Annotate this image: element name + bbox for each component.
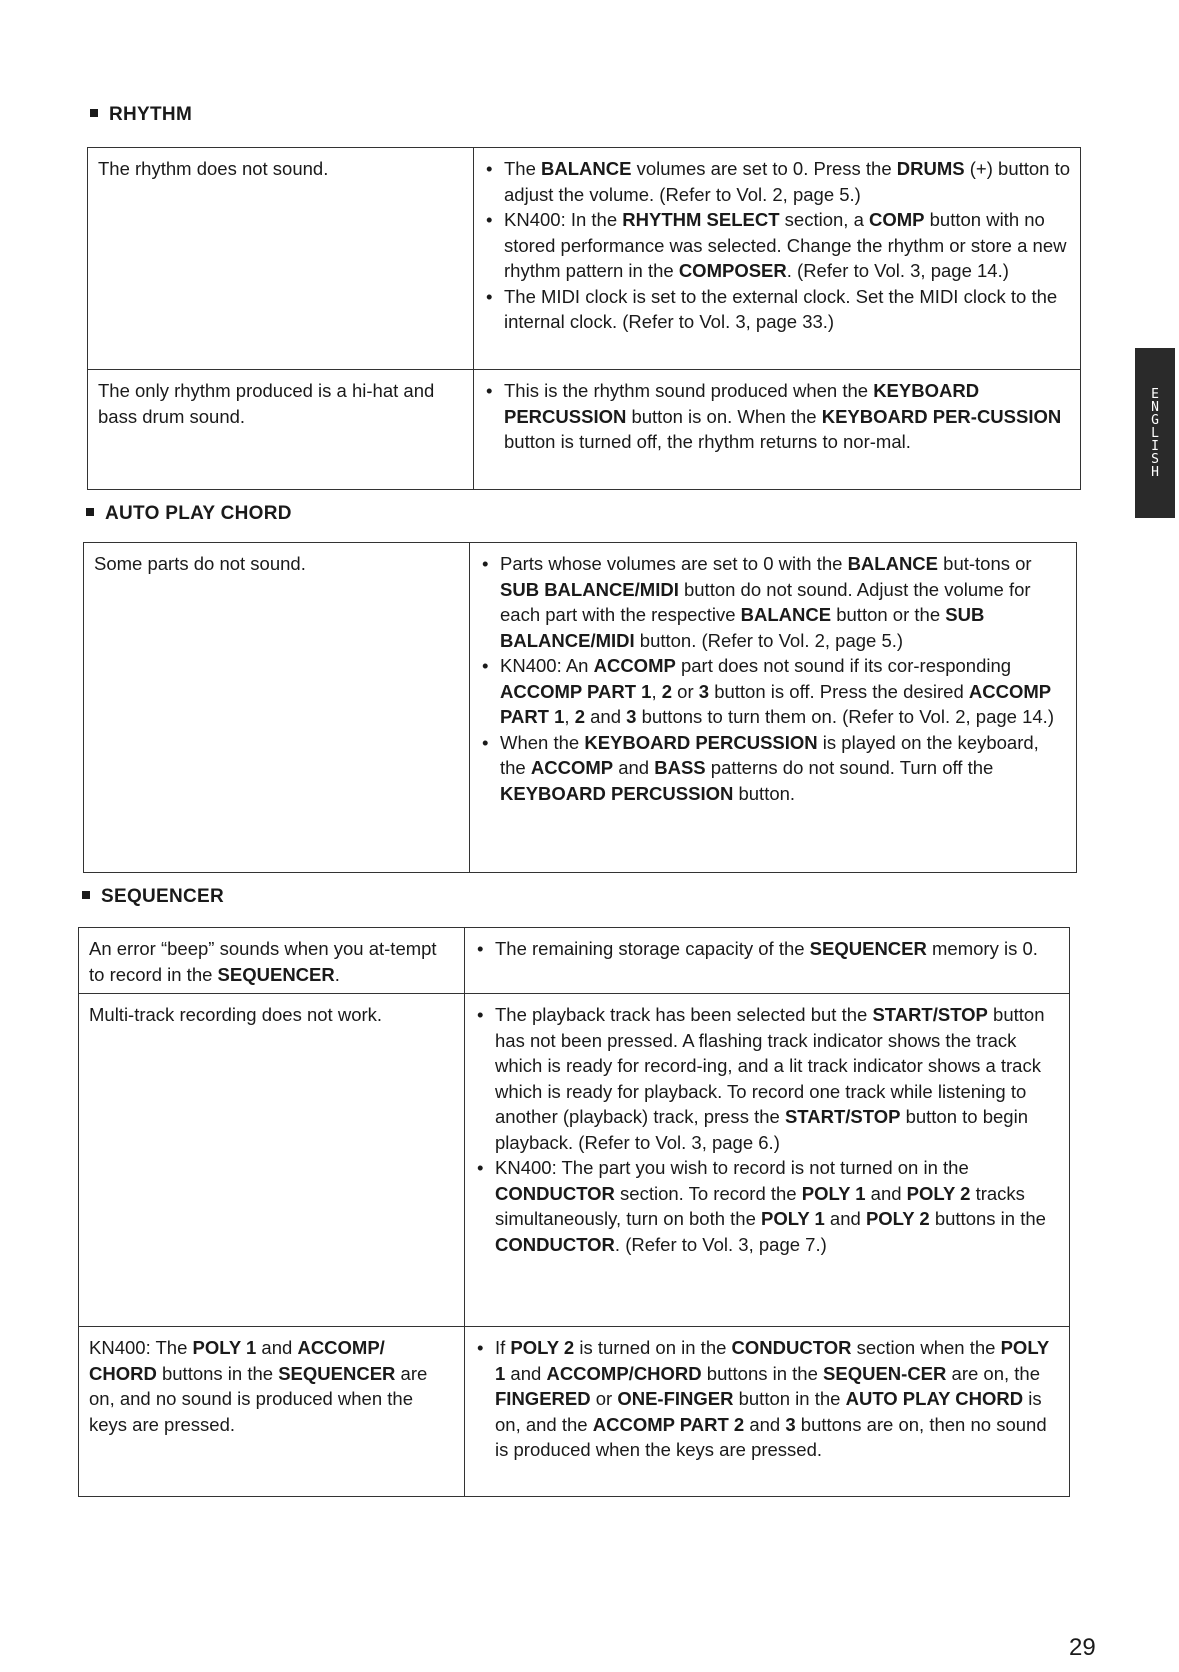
troubleshooting-table-auto-play-chord (83, 542, 1077, 873)
section-heading-rhythm: RHYTHM (90, 104, 192, 126)
remedy-item: • When the KEYBOARD PERCUSSION is played on the keyboard, the ACCOMP and BASS patterns do not sound. Turn off the KEYBOARD PERCUSSION button. (478, 730, 1068, 807)
remedy-item: • The playback track has been selected but the START/STOP button has not been pressed. A flashing track indicator shows the track which is ready for record-ing, and a lit track indicator shows a track which is ready for playback. To record one track while listening to another (playback) track, press the START/STOP button to begin playback. (Refer to Vol. 3, page 6.) (473, 1002, 1061, 1155)
table-row (79, 994, 1070, 1327)
remedy-list (473, 1002, 1061, 1257)
problem-cell: KN400: The POLY 1 and ACCOMP/ CHORD buttons in the SEQUENCER are on, and no sound is produced when the keys are pressed. (79, 1327, 465, 1497)
square-bullet-icon (90, 109, 98, 117)
remedy-cell (474, 370, 1081, 490)
page-number: 29 (1069, 1634, 1096, 1661)
remedy-item: • This is the rhythm sound produced when the KEYBOARD PERCUSSION button is on. When the KEYBOARD PER-CUSSION button is turned off, the rhythm returns to nor-mal. (482, 378, 1072, 455)
section-heading-auto-play-chord: AUTO PLAY CHORD (86, 503, 292, 525)
remedy-item: • Parts whose volumes are set to 0 with the BALANCE but-tons or SUB BALANCE/MIDI button do not sound. Adjust the volume for each part with the respective BALANCE button or the SUB BALANCE/MIDI button. (Refer to Vol. 2, page 5.) (478, 551, 1068, 653)
section-heading-sequencer: SEQUENCER (82, 886, 224, 908)
remedy-cell (465, 994, 1070, 1327)
troubleshooting-table-sequencer (78, 927, 1070, 1497)
table-row (88, 148, 1081, 370)
square-bullet-icon (86, 508, 94, 516)
remedy-list (473, 1335, 1061, 1463)
remedy-item: • The MIDI clock is set to the external clock. Set the MIDI clock to the internal clock. (Refer to Vol. 3, page 33.) (482, 284, 1072, 335)
problem-cell: The only rhythm produced is a hi-hat and bass drum sound. (88, 370, 474, 490)
remedy-item: • If POLY 2 is turned on in the CONDUCTOR section when the POLY 1 and ACCOMP/CHORD buttons in the SEQUEN-CER are on, the FINGERED or ONE-FINGER button in the AUTO PLAY CHORD is on, and the ACCOMP PART 2 and 3 buttons are on, then no sound is produced when the keys are pressed. (473, 1335, 1061, 1463)
problem-cell: The rhythm does not sound. (88, 148, 474, 370)
remedy-item: • KN400: In the RHYTHM SELECT section, a COMP button with no stored performance was selected. Change the rhythm or store a new rhythm pattern in the COMPOSER. (Refer to Vol. 3, page 14.) (482, 207, 1072, 284)
remedy-cell (465, 928, 1070, 994)
remedy-item: • KN400: The part you wish to record is not turned on in the CONDUCTOR section. To record the POLY 1 and POLY 2 tracks simultaneously, turn on both the POLY 1 and POLY 2 buttons in the CONDUCTOR. (Refer to Vol. 3, page 7.) (473, 1155, 1061, 1257)
problem-cell: Some parts do not sound. (84, 543, 470, 873)
table-row (88, 370, 1081, 490)
troubleshooting-table-rhythm (87, 147, 1081, 490)
remedy-cell (474, 148, 1081, 370)
problem-cell: An error “beep” sounds when you at-tempt to record in the SEQUENCER. (79, 928, 465, 994)
table-row (79, 928, 1070, 994)
remedy-item: • KN400: An ACCOMP part does not sound if its cor-responding ACCOMP PART 1, 2 or 3 button is off. Press the desired ACCOMP PART 1, 2 and 3 buttons to turn them on. (Refer to Vol. 2, page 14.) (478, 653, 1068, 730)
remedy-cell (470, 543, 1077, 873)
remedy-item: • The BALANCE volumes are set to 0. Press the DRUMS (+) button to adjust the volume. (Refer to Vol. 2, page 5.) (482, 156, 1072, 207)
remedy-item: • The remaining storage capacity of the SEQUENCER memory is 0. (473, 936, 1061, 962)
remedy-list (473, 936, 1061, 962)
language-tab-english: E N G L I S H (1135, 348, 1175, 518)
problem-cell: Multi-track recording does not work. (79, 994, 465, 1327)
remedy-list (478, 551, 1068, 806)
remedy-list (482, 156, 1072, 335)
square-bullet-icon (82, 891, 90, 899)
remedy-list (482, 378, 1072, 455)
table-row (79, 1327, 1070, 1497)
remedy-cell (465, 1327, 1070, 1497)
table-row (84, 543, 1077, 873)
